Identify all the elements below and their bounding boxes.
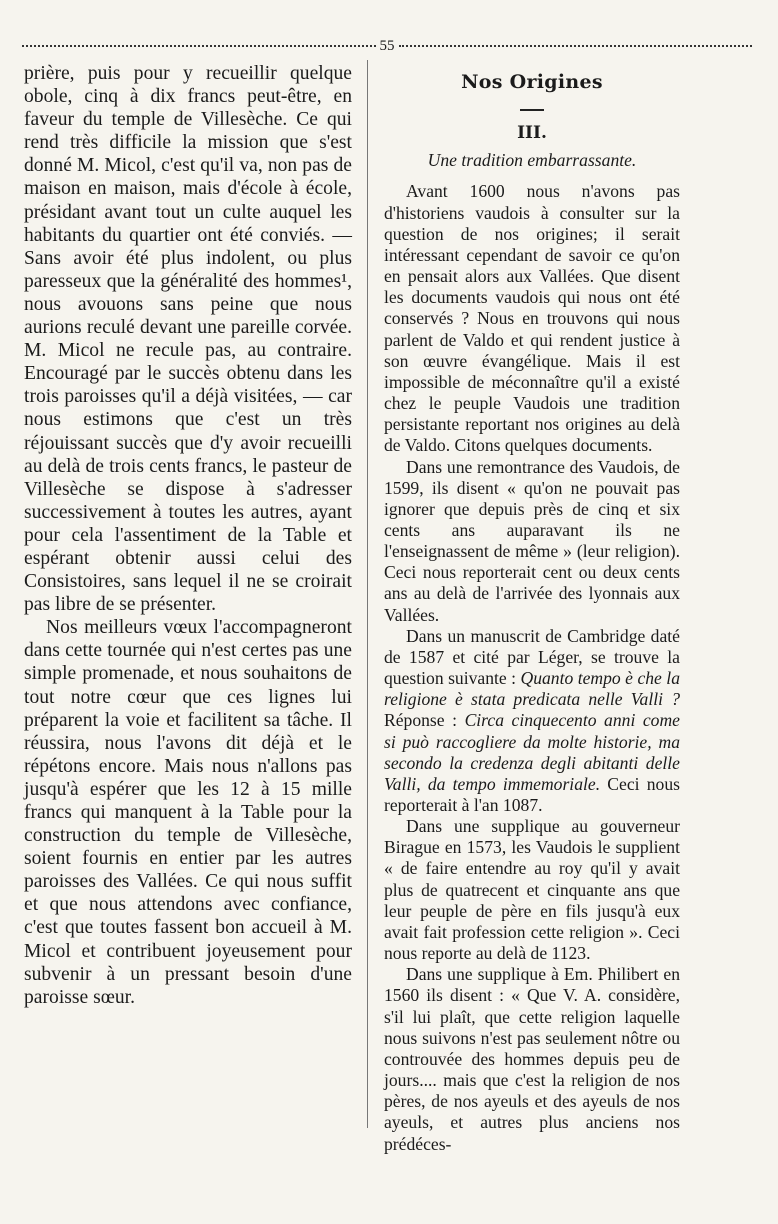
section-numeral: III. (517, 123, 547, 144)
para3-intro: Dans un manuscrit de Cambridge daté de 1587 et cité par Léger, se trouve la question suivante : (384, 625, 680, 689)
para3-conclusion: Ceci nous reporterait à l'an 1087. (384, 773, 680, 815)
left-paragraph-2: Nos meilleurs vœux l'accompagneront dans cette tournée qui n'est certes pas une simple promenade, et nous souhaitons de tout notre cœur que ces lignes lui préparent la voie et facilitent sa tâche. Il réussira, nous l'avons dit déjà et le répétons encore. Mais nous n'allons pas jusqu'à espérer que les 12 à 15 mille francs qui manquent à la Table pour la construction du temple de Villesèche, soient fournis en entier par les autres paroisses des Vallées. Ce qui nous suffit et que nous attendons avec confiance, c'est que toutes fassent bon accueil à M. Micol et contribuent joyeusement pour subvenir à un pressant besoin d'une paroisse sœur. (24, 617, 352, 1008)
left-column (24, 62, 352, 1009)
para3-answer: Circa cinquecento anni come si può raccogliere da molte historie, ma secondo la credenza degli abitanti delle Valli, da tempo immemoriale. (384, 710, 680, 794)
header-rule-right (399, 45, 753, 47)
para3-question: Quanto tempo è che la religione è stata predicata nelle Valli ? (384, 668, 680, 710)
article-title: Nos Origines (461, 71, 603, 93)
right-paragraph-1: Avant 1600 nous n'avons pas d'historiens vaudois à consulter sur la question de nos origines; il serait intéressant cependant de savoir ce qu'on en pensait alors aux Vallées. Que disent les documents vaudois qui nous ont été conservés ? Nous en trouvons qui nous parlent de Valdo et qui rendent justice à son œuvre évangélique. Mais il est impossible de méconnaître qu'il a existé chez le peuple Vaudois une tradition persistante reportant nos origines au delà de Valdo. Citons quelques documents. (384, 181, 680, 456)
section-subtitle: Une tradition embarrassante. (427, 150, 637, 171)
right-paragraph-5: Dans une supplique à Em. Philibert en 1560 ils disent : « Que V. A. considère, s'il lui plaît, que cette religion laquelle nous suivons n'est pas seulement nôtre ou controuvée des hommes depuis peu de jours.... mais que c'est la religion de nos pères, de nos ayeuls et des ayeuls de nos ayeuls, et autres plus anciens nos prédéces- (384, 964, 680, 1154)
para3-reponse-label: Réponse : (384, 710, 458, 731)
right-paragraph-2: Dans une remontrance des Vaudois, de 1599, ils disent « qu'on ne pouvait pas ignorer que depuis près de cinq et six cents ans auparavant ils ne l'enseignassent de même » (leur religion). Ceci nous reporterait cent ou deux cents ans au delà de l'arrivée des lyonnais aux Vallées. (384, 456, 680, 625)
page-number: 55 (379, 37, 395, 54)
left-paragraph-1: prière, puis pour y recueillir quelque obole, cinq à dix francs peut-être, en faveur du temple de Villesèche. Ce qui rend très difficile la mission que s'est donné M. Micol, c'est qu'il va, non pas de maison en maison, mais d'école à école, présidant avant tout un culte auquel les habitants du quartier ont été conviés. — Sans avoir été plus indolent, ou plus paresseux que la généralité des hommes¹, nous avouons sans peine que nous aurions reculé devant une pareille corvée. M. Micol ne recule pas, au contraire. Encouragé par le succès obtenu dans les trois paroisses qu'il a déjà visitées, — car nous estimons que c'est un très réjouissant succès que d'y avoir recueilli au delà de trois cents francs, le pasteur de Villesèche se dispose à s'adresser successivement à toutes les autres, ayant pour cela l'assentiment de la Table et espérant obtenir aussi celui des Consistoires, sans lequel il ne se croirait pas libre de se présenter. (24, 63, 352, 616)
header-rule-left (22, 45, 376, 47)
title-dash (520, 109, 544, 111)
right-paragraph-3 (384, 626, 680, 816)
right-column (384, 62, 680, 1155)
page-header (22, 36, 752, 56)
right-paragraph-4: Dans une supplique au gouverneur Birague en 1573, les Vaudois le supplient « de faire entendre au roy qu'il y avait plus de quatrecent et cinquante ans que leur peuple de père en fils jusqu'à eux avait fait profession cette religion ». Ceci nous reporte au delà de 1123. (384, 816, 680, 964)
column-divider (367, 60, 368, 1128)
